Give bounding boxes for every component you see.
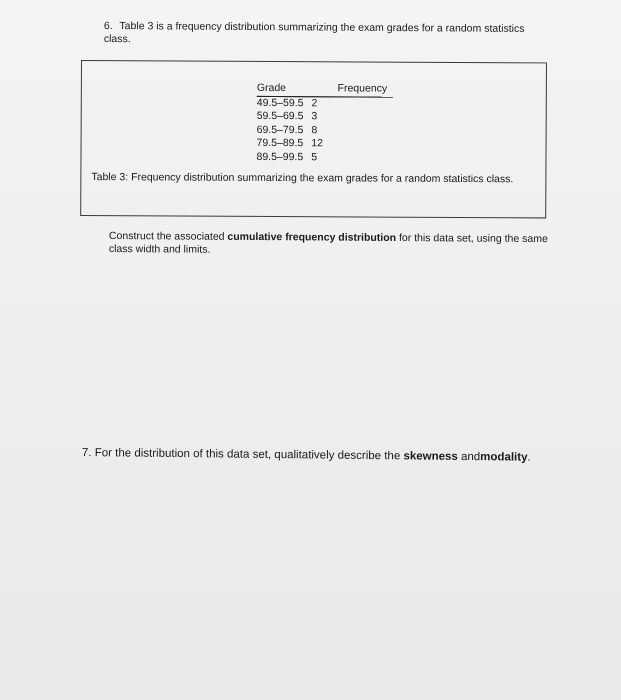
grade-cell: 49.5–59.5 xyxy=(256,96,304,109)
table-caption xyxy=(91,171,541,185)
grade-cell: 59.5–69.5 xyxy=(256,109,304,123)
frequency-header: Frequency xyxy=(312,82,394,96)
question-7-modality: modality xyxy=(480,451,528,464)
caption-label: Table 3: xyxy=(91,171,129,184)
caption-text: Frequency distribution summarizing the exam grades for a random statistics class. xyxy=(131,171,514,186)
question-6 xyxy=(104,20,554,49)
table-frame xyxy=(80,60,547,218)
table-row xyxy=(257,137,393,151)
question-7-number: 7. xyxy=(81,446,92,460)
grade-cell: 89.5–99.5 xyxy=(256,150,304,163)
instruction-part2: for this data set, using the same class width and limits. xyxy=(108,232,548,256)
instruction-bold: cumulative frequency distribution xyxy=(227,230,397,245)
frequency-cell: 12 xyxy=(311,137,324,150)
frequency-cell: 3 xyxy=(311,110,318,123)
instruction-part1: Construct the associated xyxy=(108,230,225,243)
table-header-row xyxy=(257,82,393,97)
table-row xyxy=(257,110,393,124)
frequency-table xyxy=(256,82,393,165)
frequency-cell: 2 xyxy=(311,96,318,109)
table-row xyxy=(257,96,393,111)
table-row xyxy=(256,150,392,164)
question-7-and: and xyxy=(460,450,481,464)
grade-cell: 79.5–89.5 xyxy=(256,136,304,150)
grade-header: Grade xyxy=(257,82,312,96)
question-6-text: Table 3 is a frequency distribution summarizing the exam grades for a random statistics class. xyxy=(103,20,525,46)
grade-cell: 69.5–79.5 xyxy=(256,123,304,136)
instruction-text xyxy=(109,230,559,259)
question-7-skewness: skewness xyxy=(403,450,458,463)
question-6-number: 6. xyxy=(103,20,113,33)
question-7 xyxy=(82,446,582,465)
question-7-part1: For the distribution of this data set, qualitatively describe the xyxy=(94,447,401,463)
frequency-cell: 5 xyxy=(311,150,318,163)
question-7-end: . xyxy=(527,451,531,464)
table-row xyxy=(257,123,393,137)
frequency-cell: 8 xyxy=(311,123,318,136)
